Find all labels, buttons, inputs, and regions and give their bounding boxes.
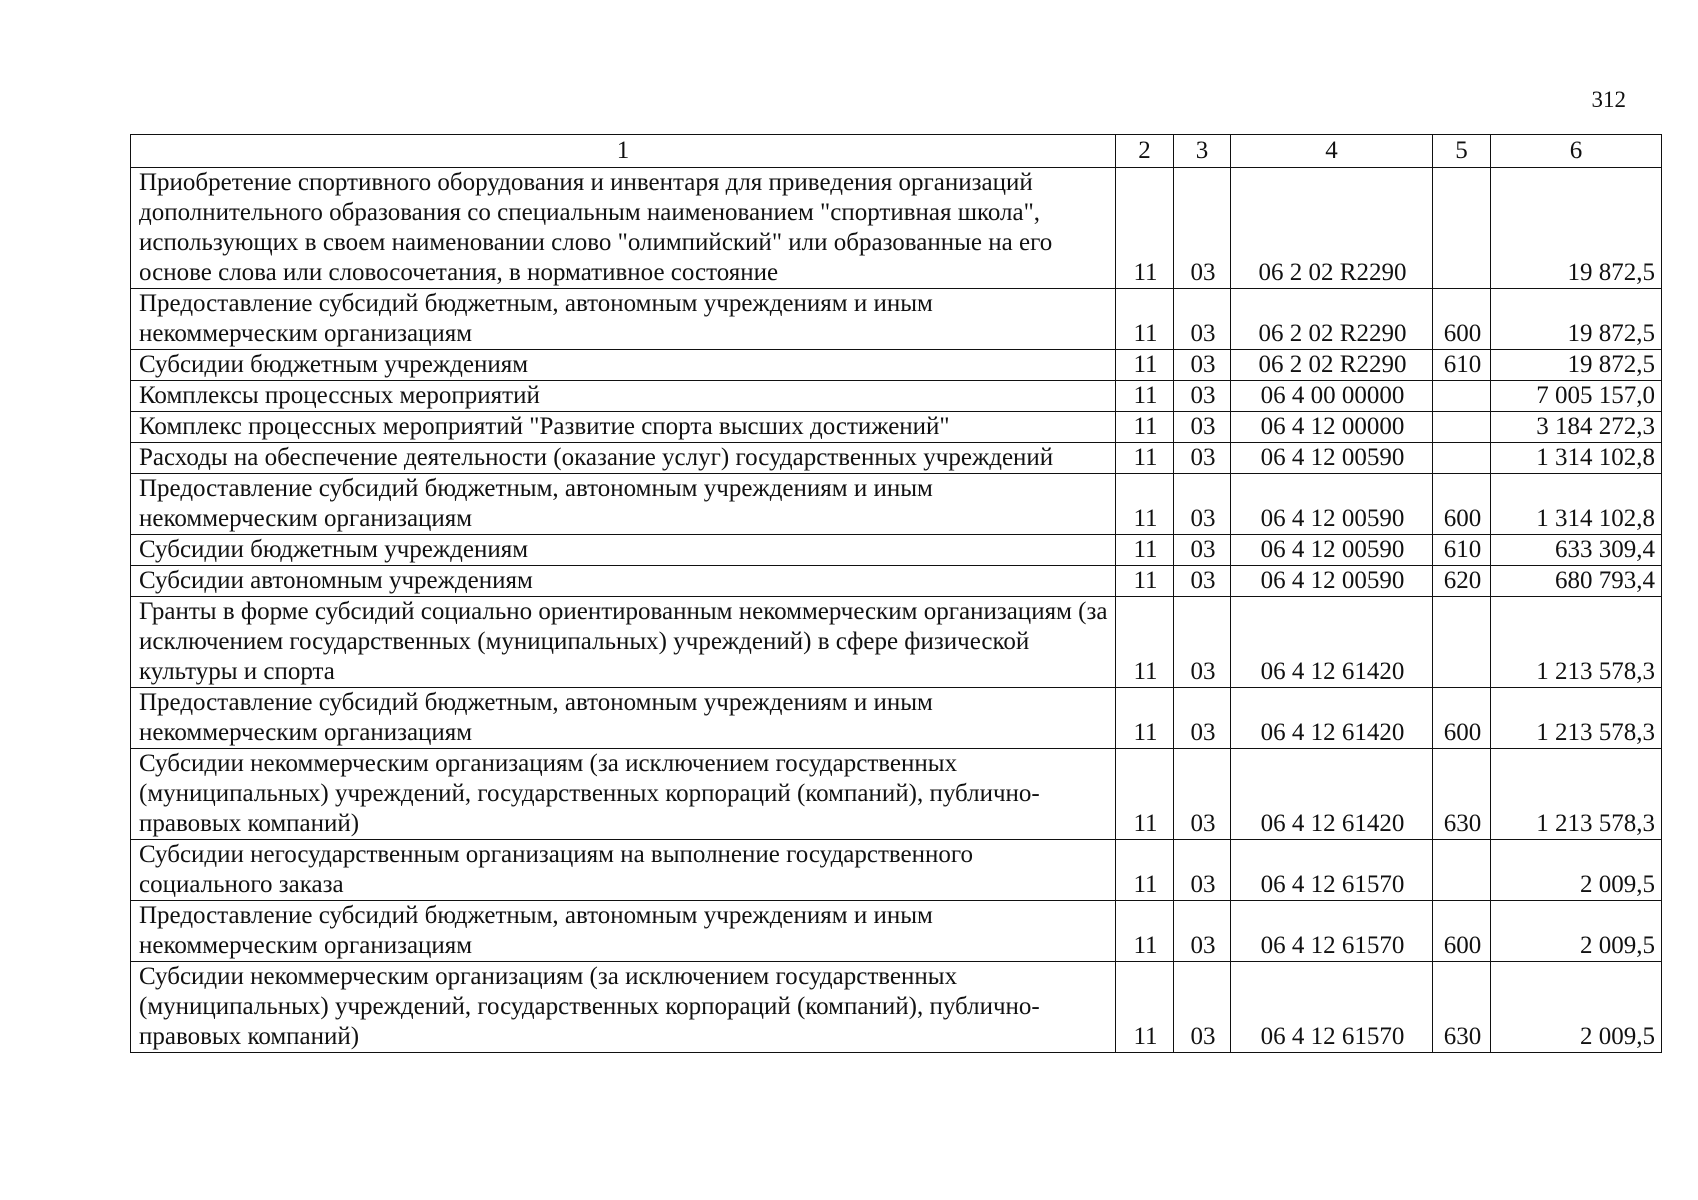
row-subsection: 03 [1174, 840, 1231, 901]
row-name: Субсидии бюджетным учреждениям [131, 535, 1116, 566]
row-amount: 19 872,5 [1491, 289, 1662, 350]
row-name: Субсидии бюджетным учреждениям [131, 350, 1116, 381]
row-kind: 630 [1433, 962, 1491, 1053]
table-row [131, 962, 1662, 1053]
row-code: 06 2 02 R2290 [1231, 289, 1433, 350]
row-section: 11 [1116, 289, 1174, 350]
row-subsection: 03 [1174, 412, 1231, 443]
row-section: 11 [1116, 962, 1174, 1053]
row-section: 11 [1116, 350, 1174, 381]
row-name: Субсидии некоммерческим организациям (за исключением государственных (муниципальных) учреждений, государственных корпораций (компаний), публично-правовых компаний) [131, 749, 1116, 840]
row-subsection: 03 [1174, 443, 1231, 474]
row-section: 11 [1116, 688, 1174, 749]
row-name: Предоставление субсидий бюджетным, автономным учреждениям и иным некоммерческим организациям [131, 289, 1116, 350]
table-row [131, 749, 1662, 840]
row-section: 11 [1116, 901, 1174, 962]
table-row [131, 168, 1662, 289]
row-subsection: 03 [1174, 962, 1231, 1053]
header-col-1: 1 [131, 135, 1116, 168]
row-subsection: 03 [1174, 749, 1231, 840]
row-name: Расходы на обеспечение деятельности (оказание услуг) государственных учреждений [131, 443, 1116, 474]
row-code: 06 2 02 R2290 [1231, 168, 1433, 289]
row-code: 06 4 12 61570 [1231, 962, 1433, 1053]
row-amount: 2 009,5 [1491, 901, 1662, 962]
table-row [131, 566, 1662, 597]
row-kind: 600 [1433, 688, 1491, 749]
row-code: 06 4 12 00000 [1231, 412, 1433, 443]
row-code: 06 4 12 61570 [1231, 840, 1433, 901]
row-kind: 600 [1433, 474, 1491, 535]
row-section: 11 [1116, 443, 1174, 474]
row-amount: 1 213 578,3 [1491, 597, 1662, 688]
row-amount: 2 009,5 [1491, 962, 1662, 1053]
row-name: Предоставление субсидий бюджетным, автономным учреждениям и иным некоммерческим организациям [131, 474, 1116, 535]
row-kind [1433, 443, 1491, 474]
row-amount: 680 793,4 [1491, 566, 1662, 597]
row-subsection: 03 [1174, 566, 1231, 597]
header-col-6: 6 [1491, 135, 1662, 168]
row-code: 06 4 12 61420 [1231, 749, 1433, 840]
row-code: 06 4 12 61420 [1231, 688, 1433, 749]
row-subsection: 03 [1174, 688, 1231, 749]
row-section: 11 [1116, 597, 1174, 688]
row-amount: 1 314 102,8 [1491, 443, 1662, 474]
row-kind: 610 [1433, 350, 1491, 381]
row-code: 06 4 12 00590 [1231, 535, 1433, 566]
row-amount: 3 184 272,3 [1491, 412, 1662, 443]
table-body [131, 168, 1662, 1053]
table-row [131, 443, 1662, 474]
row-subsection: 03 [1174, 535, 1231, 566]
row-code: 06 4 12 00590 [1231, 566, 1433, 597]
row-section: 11 [1116, 168, 1174, 289]
header-col-2: 2 [1116, 135, 1174, 168]
row-kind: 600 [1433, 901, 1491, 962]
table-row [131, 901, 1662, 962]
row-section: 11 [1116, 840, 1174, 901]
row-subsection: 03 [1174, 168, 1231, 289]
row-amount: 1 213 578,3 [1491, 749, 1662, 840]
row-amount: 19 872,5 [1491, 168, 1662, 289]
row-kind [1433, 412, 1491, 443]
table-row [131, 289, 1662, 350]
row-name: Субсидии негосударственным организациям на выполнение государственного социального заказа [131, 840, 1116, 901]
budget-table [130, 134, 1662, 1053]
row-name: Предоставление субсидий бюджетным, автономным учреждениям и иным некоммерческим организациям [131, 688, 1116, 749]
row-kind [1433, 168, 1491, 289]
row-name: Гранты в форме субсидий социально ориентированным некоммерческим организациям (за исключением государственных (муниципальных) учреждений) в сфере физической культуры и спорта [131, 597, 1116, 688]
row-subsection: 03 [1174, 901, 1231, 962]
row-kind: 600 [1433, 289, 1491, 350]
table-row [131, 412, 1662, 443]
row-subsection: 03 [1174, 474, 1231, 535]
table-row [131, 474, 1662, 535]
row-section: 11 [1116, 749, 1174, 840]
row-code: 06 4 00 00000 [1231, 381, 1433, 412]
table-row [131, 840, 1662, 901]
table-row [131, 381, 1662, 412]
row-amount: 2 009,5 [1491, 840, 1662, 901]
row-kind [1433, 840, 1491, 901]
row-code: 06 2 02 R2290 [1231, 350, 1433, 381]
row-code: 06 4 12 00590 [1231, 443, 1433, 474]
row-name: Субсидии некоммерческим организациям (за исключением государственных (муниципальных) учреждений, государственных корпораций (компаний), публично-правовых компаний) [131, 962, 1116, 1053]
row-name: Приобретение спортивного оборудования и инвентаря для приведения организаций дополнительного образования со специальным наименованием "спортивная школа", использующих в своем наименовании слово "олимпийский" или образованные на его основе слова или словосочетания, в нормативное состояние [131, 168, 1116, 289]
page-number: 312 [1591, 87, 1626, 112]
row-section: 11 [1116, 412, 1174, 443]
row-subsection: 03 [1174, 289, 1231, 350]
header-col-5: 5 [1433, 135, 1491, 168]
row-amount: 1 314 102,8 [1491, 474, 1662, 535]
row-kind: 610 [1433, 535, 1491, 566]
row-subsection: 03 [1174, 350, 1231, 381]
row-name: Субсидии автономным учреждениям [131, 566, 1116, 597]
row-name: Предоставление субсидий бюджетным, автономным учреждениям и иным некоммерческим организациям [131, 901, 1116, 962]
row-name: Комплексы процессных мероприятий [131, 381, 1116, 412]
row-subsection: 03 [1174, 597, 1231, 688]
row-amount: 1 213 578,3 [1491, 688, 1662, 749]
row-section: 11 [1116, 535, 1174, 566]
row-section: 11 [1116, 474, 1174, 535]
header-col-4: 4 [1231, 135, 1433, 168]
table-row [131, 597, 1662, 688]
row-kind [1433, 597, 1491, 688]
row-kind [1433, 381, 1491, 412]
row-code: 06 4 12 61570 [1231, 901, 1433, 962]
row-kind: 620 [1433, 566, 1491, 597]
row-name: Комплекс процессных мероприятий "Развитие спорта высших достижений" [131, 412, 1116, 443]
header-row [131, 135, 1662, 168]
row-subsection: 03 [1174, 381, 1231, 412]
row-amount: 19 872,5 [1491, 350, 1662, 381]
row-code: 06 4 12 00590 [1231, 474, 1433, 535]
row-section: 11 [1116, 381, 1174, 412]
table-header [131, 135, 1662, 168]
table-row [131, 535, 1662, 566]
row-section: 11 [1116, 566, 1174, 597]
table-row [131, 350, 1662, 381]
row-code: 06 4 12 61420 [1231, 597, 1433, 688]
header-col-3: 3 [1174, 135, 1231, 168]
row-amount: 633 309,4 [1491, 535, 1662, 566]
table-row [131, 688, 1662, 749]
row-amount: 7 005 157,0 [1491, 381, 1662, 412]
row-kind: 630 [1433, 749, 1491, 840]
